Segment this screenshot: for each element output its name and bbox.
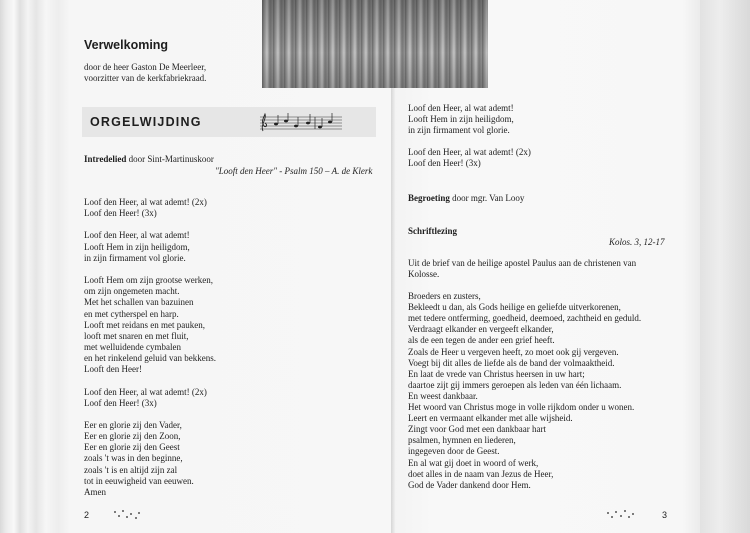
text-line: en met cytherspel en harp. [84,308,179,319]
text-line: met welluidende cymbalen [84,341,181,352]
text-line: Bekleedt u dan, als Gods heilige en geliefde uitverkorenen, [408,302,621,313]
page-number-left: 2 [84,510,90,520]
text-line: in zijn firmament vol glorie. [408,124,510,135]
intro-song-line [84,154,214,164]
reading-label: Schriftlezing [408,226,457,236]
welcome-line: door de heer Gaston De Meerleer, [84,62,207,72]
text-line: Broeders en zusters, [408,291,481,301]
section-banner [82,107,376,137]
reading-intro-line: Uit de brief van de heilige apostel Paulus aan de christenen van [408,258,637,268]
welcome-line: voorzitter van de kerkfabriekraad. [84,73,207,83]
text-line: daartoe zijt gij immers geroepen als leden van één lichaam. [408,379,622,390]
text-line: psalmen, hymnen en liederen, [408,435,516,446]
text-line: als de een tegen de ander een grief heeft. [408,335,555,346]
text-line: Zingt voor God met een dankbaar hart [408,424,546,435]
text-line: en het rinkelend geluid van bekkens. [84,353,216,364]
next-page-strip [700,0,750,533]
text-line: Eer en glorie zij den Zoon, [84,431,181,442]
intro-label: Intredelied [84,154,127,164]
banner-title: ORGELWIJDING [90,115,202,129]
organ-pipes-photo [262,0,488,88]
text-line: Leert en vermaant elkander met alle wijsheid. [408,413,573,424]
text-line: zoals 't is en altijd zijn zal [84,464,178,475]
text-line: om zijn ongemeten macht. [84,286,180,297]
pillar-photo-edge [0,0,70,533]
decorative-notes-icon [605,507,635,521]
reading-reference: Kolos. 3, 12-17 [609,237,665,247]
text-line: Loof den Heer, al wat ademt! (2x) [84,197,207,207]
text-line: God de Vader dankend door Hem. [408,479,531,490]
text-line: looft met snaren en met fluit, [84,330,189,341]
text-line: Loof den Heer, al wat ademt! [84,230,190,241]
text-line: doet alles in de naam van Jezus de Heer, [408,468,554,479]
text-line: En weest dankbaar. [408,390,478,401]
page-number-right: 3 [662,510,668,520]
text-line: Looft Hem in zijn heiligdom, [408,113,514,124]
intro-source: "Looft den Heer" - Psalm 150 – A. de Klerk [215,166,373,176]
text-line: Loof den Heer! (3x) [84,397,157,408]
music-staff-icon [258,111,342,133]
greeting-label: Begroeting [408,193,450,203]
text-line: Het woord van Christus moge in volle rijkdom onder u wonen. [408,402,635,412]
text-line: zoals 't was in den beginne, [84,453,183,464]
reading-intro-line: Kolosse. [408,269,440,279]
text-line: Zoals de Heer u vergeven heeft, zo moet ook gij vergeven. [408,346,619,357]
text-line: Verdraagt elkander en vergeeft elkander, [408,324,554,335]
text-line: Loof den Heer, al wat ademt! [408,103,514,113]
text-line: Voegt bij dit alles de liefde als de band der volmaaktheid. [408,357,615,368]
section-heading-welcome: Verwelkoming [84,38,169,52]
text-line: En laat de vrede van Christus heersen in uw hart; [408,368,585,379]
text-line: Amen [84,486,106,497]
text-line: Looft Hem in zijn heiligdom, [84,241,190,252]
text-line: Loof den Heer! (3x) [408,157,481,168]
text-line: Looft Hem om zijn grootse werken, [84,275,213,286]
text-line: En al wat gij doet in woord of werk, [408,457,539,468]
text-line: tot in eeuwigheid van eeuwen. [84,475,194,486]
text-line: met tedere ontferming, goedheid, deemoed, zachtheid en geduld. [408,313,642,324]
text-line: Looft den Heer! [84,364,142,375]
greeting-speaker: door mgr. Van Looy [449,193,525,203]
text-line: Eer en glorie zij den Vader, [84,420,182,430]
text-line: Eer en glorie zij den Geest [84,442,180,453]
text-line: in zijn firmament vol glorie. [84,252,186,263]
decorative-notes-icon [112,507,142,521]
text-line: Loof den Heer, al wat ademt! (2x) [84,386,207,397]
text-line: Loof den Heer! (3x) [84,208,157,219]
text-line: Met het schallen van bazuinen [84,297,194,308]
intro-performer: door Sint-Martinuskoor [126,154,214,164]
text-line: Loof den Heer, al wat ademt! (2x) [408,146,531,157]
text-line: ingegeven door de Geest. [408,446,500,457]
greeting-line [408,193,524,203]
text-line: Looft met reidans en met pauken, [84,319,205,330]
